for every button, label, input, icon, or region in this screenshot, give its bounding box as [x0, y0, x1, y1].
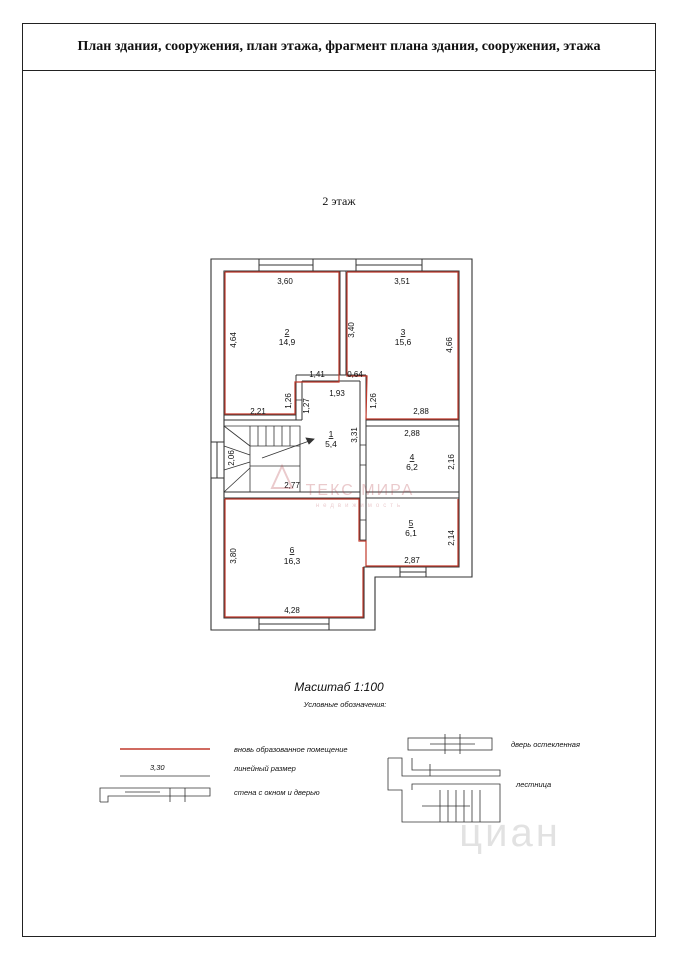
stair-arrow-head — [306, 438, 314, 444]
dim-stair-left: 2,06 — [227, 450, 236, 466]
room-5-number: 5 — [408, 518, 414, 528]
dim-r2-bottom: 2,21 — [250, 407, 266, 416]
dim-r2-left: 4,64 — [229, 332, 238, 348]
dim-r3-top: 3,51 — [394, 277, 410, 286]
dim-r1-top: 1,93 — [329, 389, 345, 398]
dim-r3-bottom: 2,88 — [413, 407, 429, 416]
dim-notch-right: 0,64 — [347, 370, 363, 379]
room-1-area: 5,4 — [325, 439, 337, 449]
legend-stairs-label: лестница — [516, 780, 552, 789]
room-5-area: 6,1 — [405, 528, 417, 538]
legend-wall-symbol — [100, 788, 210, 802]
watermark-brand-sub: недвижимость — [315, 503, 405, 509]
dim-r1-left-a: 1,26 — [284, 393, 293, 409]
legend-glass-door-symbol — [408, 734, 492, 754]
room-1-number: 1 — [328, 429, 334, 439]
legend-glass-door-label: дверь остекленная — [511, 740, 580, 749]
scale-label: Масштаб 1:100 — [294, 680, 384, 694]
watermark-site: циан — [459, 811, 561, 855]
staircase — [224, 426, 314, 492]
dim-r6-bottom: 4,28 — [284, 606, 300, 615]
dim-r2-top: 3,60 — [277, 277, 293, 286]
dim-r3-right: 4,66 — [445, 337, 454, 353]
legend-title: Условные обозначения: — [303, 700, 387, 709]
dim-r3-left: 3,40 — [347, 322, 356, 338]
room-4-number: 4 — [409, 452, 415, 462]
room-2-number: 2 — [284, 327, 290, 337]
room-6-area: 16,3 — [283, 556, 301, 566]
dim-r4-right: 2,16 — [447, 454, 456, 470]
dim-r1-right-a: 1,26 — [369, 393, 378, 409]
sheet-title: План здания, сооружения, план этажа, фрагмент плана здания, сооружения, этажа — [23, 24, 655, 71]
legend-dim-sample: 3,30 — [150, 763, 165, 772]
room-3-number: 3 — [400, 327, 406, 337]
legend-new-room-label: вновь образованное помещение — [234, 745, 348, 754]
dim-r6-left: 3,80 — [229, 548, 238, 564]
dim-r5-right: 2,14 — [447, 530, 456, 546]
dim-r1-right-b: 3,31 — [350, 427, 359, 443]
room-2-area: 14,9 — [278, 337, 296, 347]
floor-label: 2 этаж — [322, 194, 356, 208]
dim-r4-top: 2,88 — [404, 429, 420, 438]
dim-r5-bottom: 2,87 — [404, 556, 420, 565]
dim-notch-top: 1,41 — [309, 370, 325, 379]
room-3-area: 15,6 — [394, 337, 412, 347]
legend-wall-label: стена с окном и дверью — [234, 788, 320, 797]
windows — [211, 259, 426, 630]
door-marks — [296, 400, 366, 540]
room-6-number: 6 — [289, 545, 295, 555]
room-4-area: 6,2 — [406, 462, 418, 472]
watermark-brand: ТЕКС МИРА — [305, 482, 415, 499]
stair-arrow — [262, 440, 312, 458]
dim-r1-left-b: 1,27 — [302, 398, 311, 414]
legend-linear-dim-label: линейный размер — [234, 764, 296, 773]
new-room-outlines — [225, 272, 458, 617]
dim-stair-bottom: 2,77 — [284, 481, 300, 490]
